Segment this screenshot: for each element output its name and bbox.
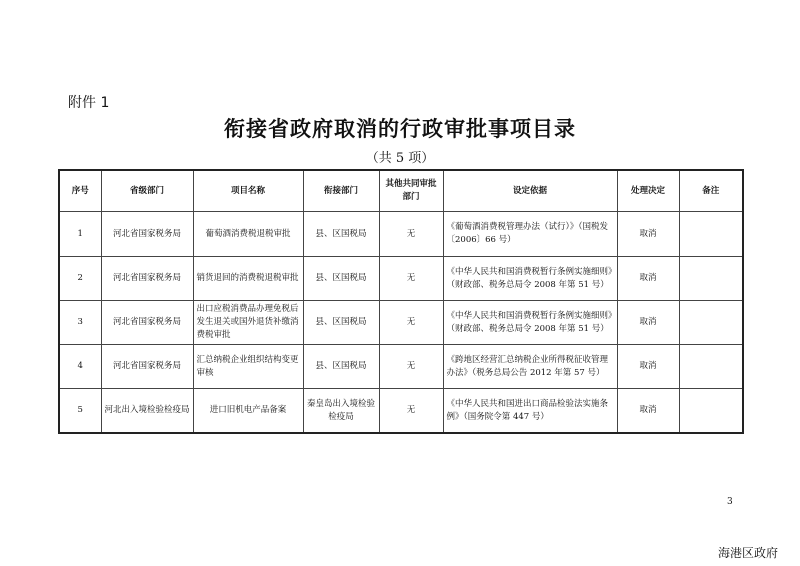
cell-index: 1	[59, 212, 101, 257]
cell-item-name: 出口应税消费品办理免税后发生退关或国外退货补缴消费税审批	[193, 301, 303, 345]
cell-department: 河北省国家税务局	[101, 345, 193, 389]
document-title: 衔接省政府取消的行政审批事项目录	[224, 117, 576, 141]
cell-index: 4	[59, 345, 101, 389]
cell-legal-basis: 《葡萄酒消费税管理办法（试行）》（国税发〔2006〕66 号）	[443, 212, 617, 257]
approval-items-table	[58, 169, 744, 434]
attachment-label: 附件 1	[68, 95, 110, 111]
table-row	[59, 301, 743, 345]
cell-index: 2	[59, 257, 101, 301]
header-linked-department: 衔接部门	[303, 170, 379, 212]
cell-decision: 取消	[617, 212, 679, 257]
cell-item-name: 进口旧机电产品备案	[193, 389, 303, 434]
cell-department: 河北省国家税务局	[101, 212, 193, 257]
cell-index: 3	[59, 301, 101, 345]
cell-linked-department: 县、区国税局	[303, 212, 379, 257]
cell-item-name: 销货退回的消费税退税审批	[193, 257, 303, 301]
cell-legal-basis: 《中华人民共和国消费税暂行条例实施细则》（财政部、税务总局令 2008 年第 51 号）	[443, 257, 617, 301]
cell-linked-department: 县、区国税局	[303, 345, 379, 389]
table-row	[59, 257, 743, 301]
table-row	[59, 345, 743, 389]
cell-index: 5	[59, 389, 101, 434]
table-header-row	[59, 170, 743, 212]
cell-co-approvers: 无	[379, 301, 443, 345]
cell-legal-basis: 《跨地区经营汇总纳税企业所得税征收管理办法》（税务总局公告 2012 年第 57 号）	[443, 345, 617, 389]
cell-decision: 取消	[617, 345, 679, 389]
cell-department: 河北出入境检验检疫局	[101, 389, 193, 434]
cell-linked-department: 秦皇岛出入境检验检疫局	[303, 389, 379, 434]
header-index: 序号	[59, 170, 101, 212]
cell-remarks	[679, 345, 743, 389]
cell-department: 河北省国家税务局	[101, 301, 193, 345]
cell-linked-department: 县、区国税局	[303, 257, 379, 301]
cell-decision: 取消	[617, 389, 679, 434]
header-remarks: 备注	[679, 170, 743, 212]
cell-remarks	[679, 301, 743, 345]
cell-legal-basis: 《中华人民共和国进出口商品检验法实施条例》（国务院令第 447 号）	[443, 389, 617, 434]
cell-department: 河北省国家税务局	[101, 257, 193, 301]
table-row	[59, 389, 743, 434]
cell-co-approvers: 无	[379, 345, 443, 389]
cell-co-approvers: 无	[379, 389, 443, 434]
cell-remarks	[679, 389, 743, 434]
cell-co-approvers: 无	[379, 212, 443, 257]
page-number: 3	[727, 497, 733, 507]
table-row	[59, 212, 743, 257]
header-co-approvers: 其他共同审批部门	[379, 170, 443, 212]
cell-legal-basis: 《中华人民共和国消费税暂行条例实施细则》（财政部、税务总局令 2008 年第 51 号）	[443, 301, 617, 345]
cell-item-name: 葡萄酒消费税退税审批	[193, 212, 303, 257]
header-decision: 处理决定	[617, 170, 679, 212]
item-count: （共 5 项）	[365, 151, 435, 166]
header-legal-basis: 设定依据	[443, 170, 617, 212]
cell-decision: 取消	[617, 301, 679, 345]
watermark-text: 海港区政府	[718, 546, 779, 560]
cell-linked-department: 县、区国税局	[303, 301, 379, 345]
header-department: 省级部门	[101, 170, 193, 212]
header-item-name: 项目名称	[193, 170, 303, 212]
cell-item-name: 汇总纳税企业组织结构变更审核	[193, 345, 303, 389]
cell-co-approvers: 无	[379, 257, 443, 301]
cell-remarks	[679, 257, 743, 301]
cell-decision: 取消	[617, 257, 679, 301]
cell-remarks	[679, 212, 743, 257]
